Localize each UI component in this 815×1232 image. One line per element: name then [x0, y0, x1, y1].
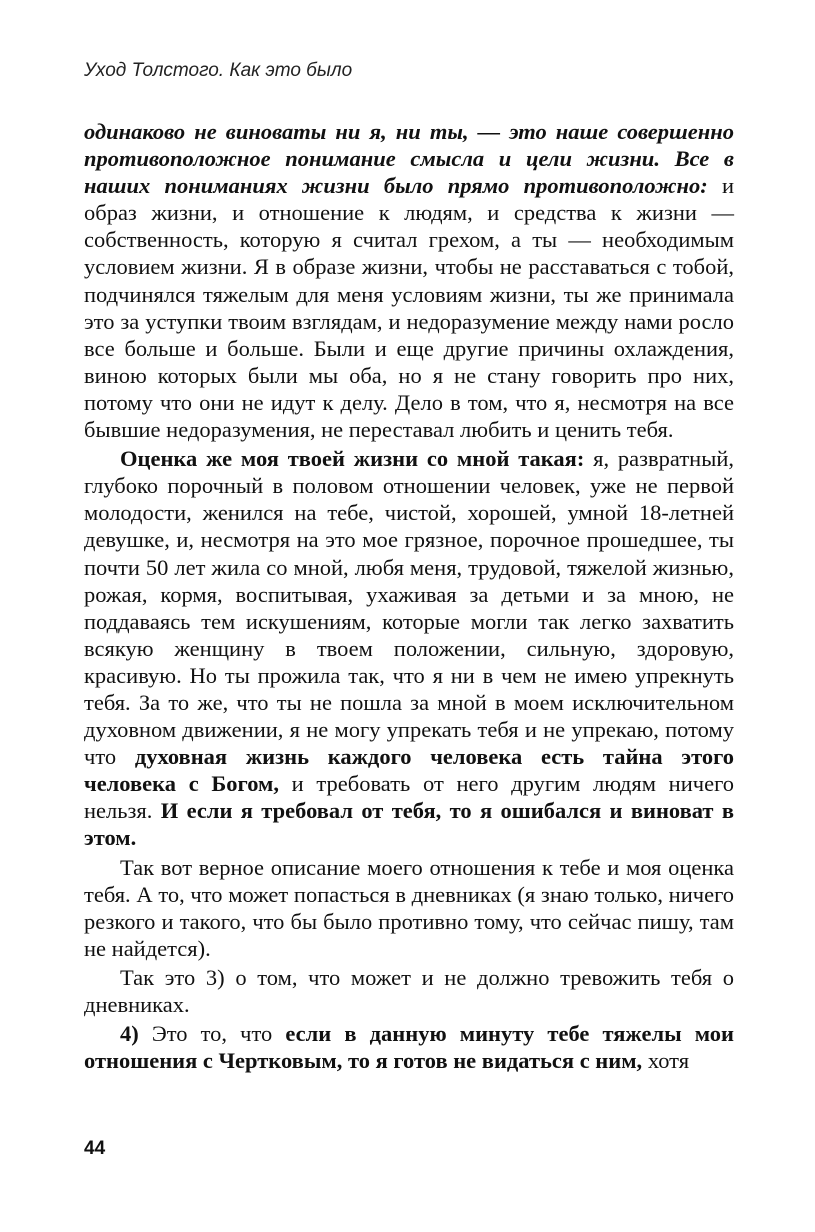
text-segment: если в данную минуту тебе тяжелы мои отношения с Чертковым, то я готов не видаться с ним,	[84, 1021, 734, 1074]
paragraph-3	[84, 854, 734, 962]
text-segment: одинаково не виноваты ни я, ни ты, — это наше совершенно противоположное понимание смысла и цели жизни. Все в наших пониманиях жизни было прямо противоположно:	[84, 119, 734, 199]
text-segment: и образ жизни, и отношение к людям, и средства к жизни — собственность, которую я считал грехом, а ты — необходимым условием жизни. Я в образе жизни, чтобы не расставаться с тобой, подчинялся тяжелым для меня условиям жизни, ты же принимала это за уступки твоим взглядам, и недоразумение между нами росло все больше и больше. Были и еще другие причины охлаждения, виною которых были мы оба, но я не стану говорить про них, потому что они не идут к делу. Дело в том, что я, несмотря на все бывшие недоразумения, не переставал любить и ценить тебя.	[84, 173, 734, 443]
running-title: Уход Толстого. Как это было	[84, 60, 353, 81]
page-number: 44	[84, 1138, 106, 1159]
text-segment: И если я требовал от тебя, то я ошибался и виноват в этом.	[84, 798, 734, 851]
book-page	[84, 60, 734, 1074]
text-segment: и требовать от него другим людям ничего нельзя.	[84, 771, 734, 824]
text-segment: 4)	[120, 1021, 139, 1047]
body-text	[84, 118, 734, 1074]
paragraph-1	[84, 118, 734, 443]
text-segment: Так это 3) о том, что может и не должно тревожить тебя о дневниках.	[84, 964, 734, 1017]
paragraph-4	[84, 964, 734, 1018]
text-segment: я, развратный, глубоко порочный в половом отношении человек, уже не первой молодости, женился на тебе, чистой, хорошей, умной 18-летней девушке, и, несмотря на это мое грязное, порочное прошедшее, ты почти 50 лет жила со мной, любя меня, трудовой, тяжелой жизнью, рожая, кормя, воспитывая, ухаживая за детьми и за мною, не поддаваясь тем искушениям, которые могли так легко захватить всякую женщину в твоем положении, сильную, здоровую, красивую. Но ты прожила так, что я ни в чем не имею упрекнуть тебя. За то же, что ты не пошла за мной в моем исключительном духовном движении, я не могу упрекать тебя и не упрекаю, потому что	[84, 446, 734, 770]
text-segment: Оценка же моя твоей жизни со мной такая:	[120, 446, 585, 472]
text-segment: духовная жизнь каждого человека есть тайна этого человека с Богом,	[84, 744, 734, 797]
paragraph-5	[84, 1020, 734, 1074]
text-segment: Так вот верное описание моего отношения к тебе и моя оценка тебя. А то, что может попасться в дневниках (я знаю только, ничего резкого и такого, что бы было противно тому, что сейчас пишу, там не найдется).	[84, 854, 734, 961]
text-segment: Это то, что	[138, 1021, 286, 1047]
paragraph-2	[84, 445, 734, 851]
text-segment: хотя	[642, 1048, 690, 1074]
